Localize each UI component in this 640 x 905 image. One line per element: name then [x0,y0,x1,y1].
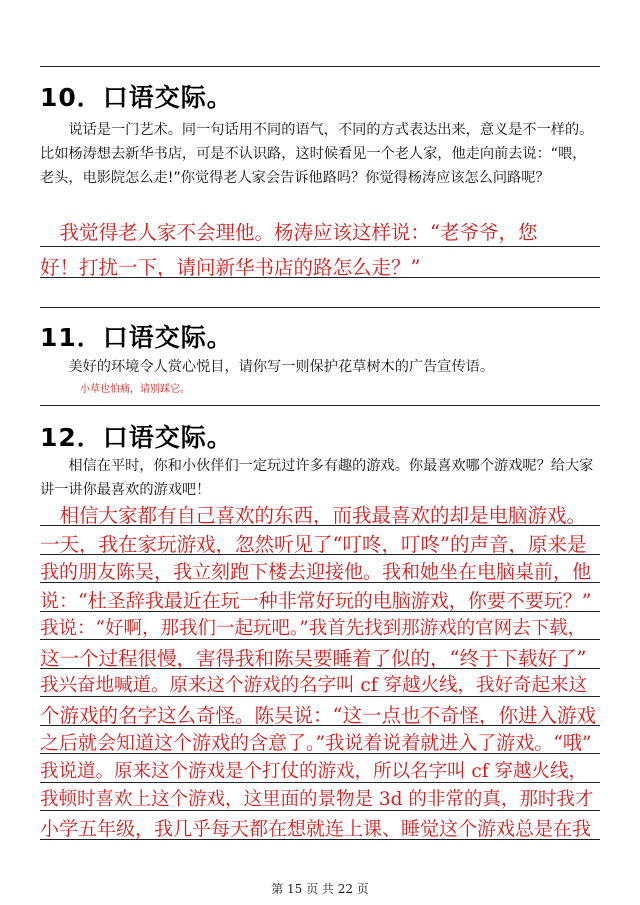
q10-answer-rule-1 [40,246,600,247]
q12-answer-line-4: 说：“杜圣辞我最近在玩一种非常好玩的电脑游戏，你要不要玩？” [40,589,592,612]
q12-answer-rule-10 [40,782,600,783]
q12-answer-rule-1 [40,525,600,526]
q12-answer-rule-6 [40,668,600,669]
q12-answer-line-8: 个游戏的名字这么奇怪。陈吴说：“这一点也不奇怪，你进入游戏 [40,703,596,727]
q12-answer-line-12: 小学五年级，我几乎每天都在想就连上课、睡觉这个游戏总是在我 [40,817,592,840]
q12-answer-line-11: 我顿时喜欢上这个游戏，这里面的景物是 3d 的非常的真，那时我才 [40,789,594,810]
page-footer: 第 15 页 共 22 页 [271,882,369,896]
q12-answer-line-9: 之后就会知道这个游戏的含意了。”我说着说着就进入了游戏。“哦” [40,732,592,754]
top-divider [40,66,600,67]
q11-divider [40,307,600,308]
q12-answer-rule-8 [40,725,600,726]
q12-answer-rule-9 [40,753,600,754]
q10-answer-rule-2 [40,277,600,278]
q12-answer-rule-12 [40,839,600,840]
q11-prompt: 美好的环境令人赏心悦目，请你写一则保护花草树木的广告宣传语。 [68,359,495,375]
q12-answer-rule-3 [40,582,600,583]
q12-answer-line-10: 我说道。原来这个游戏是个打仗的游戏，所以名字叫 cf 穿越火线， [40,760,587,782]
q12-answer-line-3: 我的朋友陈吴，我立刻跑下楼去迎接他。我和她坐在电脑桌前，他 [40,561,592,583]
q12-answer-line-2: 一天，我在家玩游戏，忽然听见了“叮咚，叮咚”的声音，原来是 [40,532,587,556]
q12-answer-rule-11 [40,810,600,811]
q12-prompt: 相信在平时，你和小伙伴们一定玩过许多有趣的游戏。你最喜欢哪个游戏呢？给大家讲一讲你最喜欢的游戏吧！ [40,458,594,498]
q11-heading: 11．口语交际。 [40,323,233,352]
q12-answer-rule-2 [40,554,600,555]
q12-answer-rule-5 [40,639,600,640]
q10-prompt: 说话是一门艺术。同一句话用不同的语气，不同的方式表达出来，意义是不一样的。比如杨涛想去新华书店，可是不认识路，这时候看见一个老人家，他走向前去说：“喂，老头，电影院怎么走!”你觉得老人家会告诉他路吗？你觉得杨涛应该怎么问路呢？ [40,122,594,186]
q10-answer-line-1: 我觉得老人家不会理他。杨涛应该这样说：“老爷爷，您 [40,221,538,244]
q11-answer-line-1: 小草也怕痛，请别踩它。 [80,384,190,395]
q12-answer-line-1: 相信大家都有自己喜欢的东西，而我最喜欢的却是电脑游戏。 [40,504,587,527]
q12-answer-line-5: 我说：“好啊，那我们一起玩吧。”我首先找到那游戏的官网去下载， [40,618,587,639]
q11-answer-rule-1 [40,405,600,406]
q12-answer-rule-4 [40,611,600,612]
q12-answer-rule-7 [40,696,600,697]
q12-heading: 12．口语交际。 [40,423,233,452]
q10-heading: 10．口语交际。 [40,83,233,112]
q12-answer-line-7: 我兴奋地喊道。原来这个游戏的名字叫 cf 穿越火线，我好奇起来这 [40,675,587,696]
q10-answer-line-2: 好！打扰一下，请问新华书店的路怎么走？” [40,256,421,279]
q12-answer-line-6: 这一个过程很慢，害得我和陈吴要睡着了似的，“终于下载好了” [40,646,587,670]
